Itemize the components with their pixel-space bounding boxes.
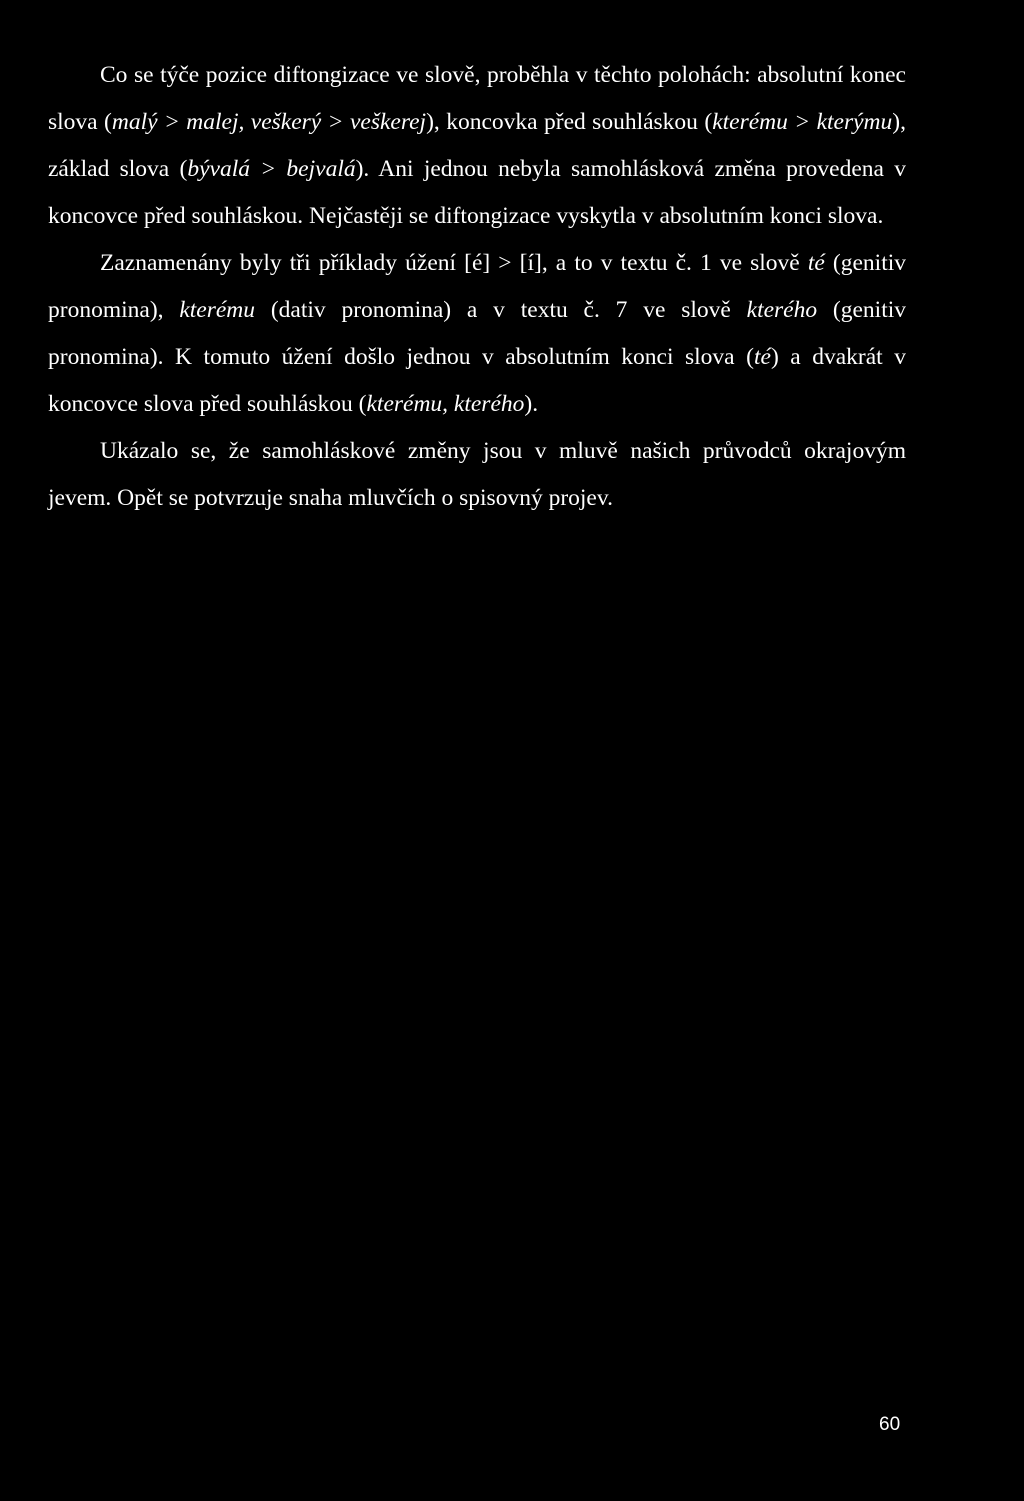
- text-run-italic: té: [807, 250, 825, 276]
- text-run: (genitiv pronomina). K tomuto úžení došlo jednou v absolutním konci slova (: [48, 297, 907, 370]
- paragraph-uzeni: [48, 240, 906, 428]
- paragraph-diftongizace: [48, 52, 906, 240]
- text-run-italic: kterému, kterého: [366, 391, 525, 417]
- text-run: ).: [524, 391, 539, 417]
- text-run-italic: malý > malej, veškerý > veškerej: [111, 109, 427, 135]
- text-run: ). Ani jednou nebyla samohlásková změna provedena v koncovce před souhláskou. Nejčastěji se diftongizace vyskytla v absolutním konci slova.: [48, 156, 906, 229]
- text-run: Co se týče pozice diftongizace ve slově, proběhla v těchto polohách: absolutní konec slova (: [48, 62, 906, 135]
- text-run-italic: kterému > kterýmu: [712, 109, 893, 135]
- page-number: 60: [879, 1414, 901, 1435]
- page-body: [48, 52, 906, 522]
- text-run-italic: bývalá > bejvalá: [187, 156, 356, 182]
- text-run: ), základ slova (: [48, 109, 906, 182]
- text-run-italic: kterému: [179, 297, 256, 323]
- text-run-italic: kterého: [746, 297, 818, 323]
- text-run: (genitiv pronomina),: [48, 250, 906, 323]
- text-run: (dativ pronomina) a v textu č. 7 ve slově: [255, 297, 747, 323]
- text-run: ) a dvakrát v koncovce slova před souhláskou (: [48, 344, 906, 417]
- text-run: Zaznamenány byly tři příklady úžení [é] > [í], a to v textu č. 1 ve slově: [100, 250, 808, 276]
- paragraph-conclusion: [48, 428, 906, 522]
- text-run: ), koncovka před souhláskou (: [426, 109, 713, 135]
- text-run: Ukázalo se, že samohláskové změny jsou v mluvě našich průvodců okrajovým jevem. Opět se potvrzuje snaha mluvčích o spisovný projev.: [48, 438, 906, 511]
- text-run-italic: té: [753, 344, 771, 370]
